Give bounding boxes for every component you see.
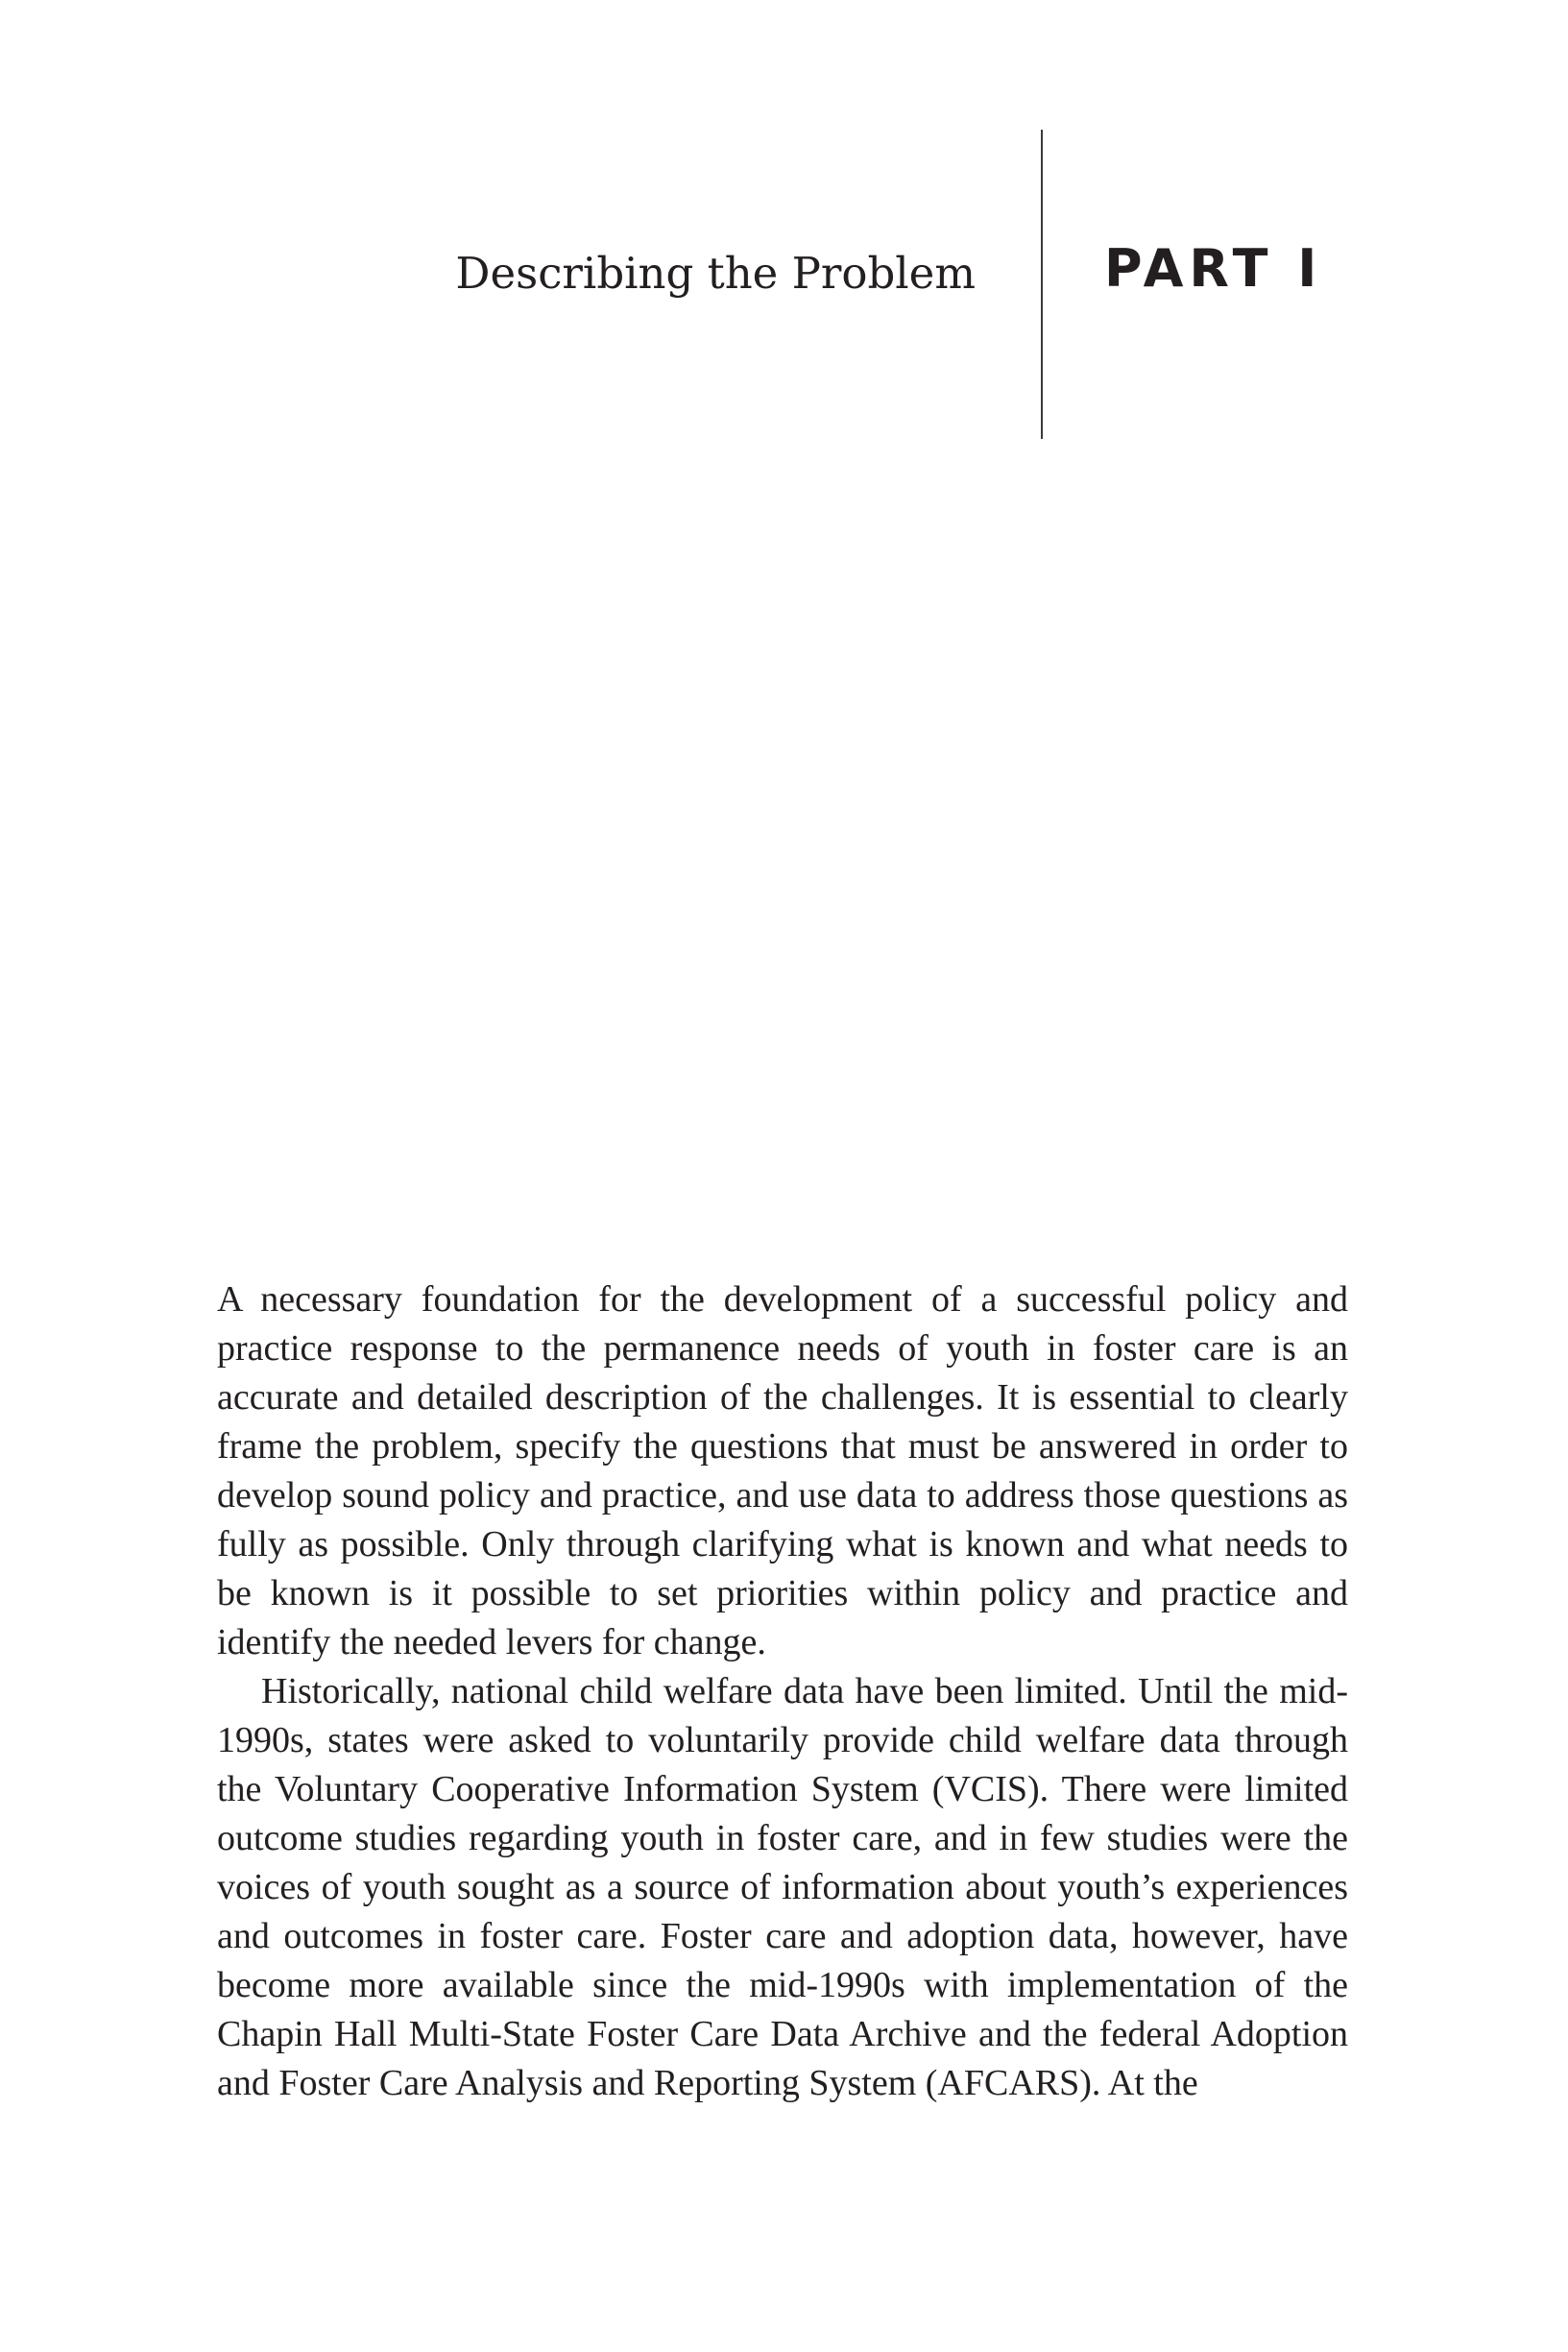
part-label: PART I [1104,238,1323,299]
paragraph-2: Historically, national child welfare data have been limited. Until the mid-1990s, states were asked to voluntarily provide child welfare data through the Voluntary Cooperative Information System (VCIS). There were limited outcome studies regarding youth in foster care, and in few studies were the voices of youth sought as a source of information about youth’s experiences and outcomes in foster care. Foster care and adoption data, however, have become more available since the mid-1990s with implementation of the Chapin Hall Multi-State Foster Care Data Archive and the federal Adoption and Foster Care Analysis and Reporting System (AFCARS). At the [217,1671,1348,2103]
vertical-divider [1041,130,1043,439]
part-opener-header [0,0,1568,451]
body-text [217,1275,1348,2108]
part-subtitle: Describing the Problem [455,248,976,299]
paragraph-1: A necessary foundation for the development of a successful policy and practice response to the permanence needs of youth in foster care is an accurate and detailed description of the challenges. It is essential to clearly frame the problem, specify the questions that must be answered in order to develop sound policy and practice, and use data to address those questions as fully as possible. Only through clarifying what is known and what needs to be known is it possible to set priorities within policy and practice and identify the needed levers for change. [217,1279,1348,1662]
